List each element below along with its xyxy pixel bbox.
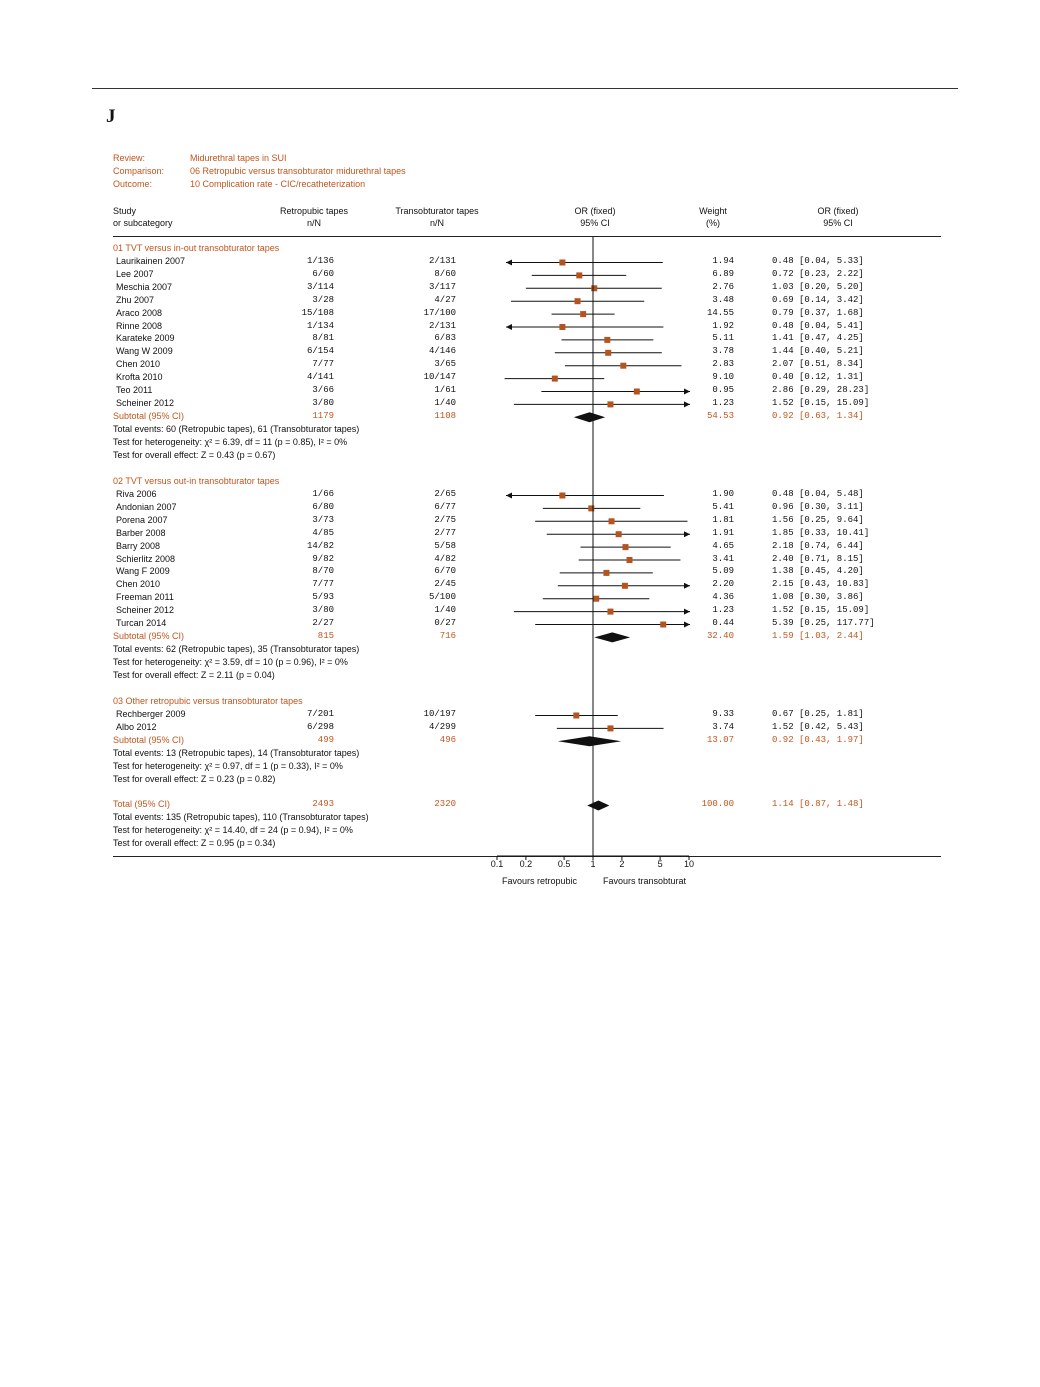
or-ci: 1.14 [0.87, 1.48]	[772, 799, 864, 809]
events-group2: 8/60	[434, 268, 456, 279]
overall-effect-test: Test for overall effect: Z = 0.43 (p = 0.67)	[113, 449, 276, 460]
events-group1: 7/77	[312, 359, 334, 370]
x-tick-label: 10	[683, 859, 695, 869]
weight: 1.91	[712, 527, 734, 538]
weight: 3.78	[712, 346, 734, 357]
or-ci: 1.59 [1.03, 2.44]	[772, 630, 864, 641]
weight: 6.89	[712, 268, 734, 279]
header-weight-line2: (%)	[706, 218, 720, 228]
events-group2: 2/131	[428, 256, 456, 266]
x-tick-label: 0.2	[519, 859, 533, 869]
weight: 4.36	[712, 592, 734, 603]
x-tick-label: 2	[619, 859, 625, 869]
weight: 1.81	[712, 514, 734, 525]
study-name: Subtotal (95% CI)	[113, 734, 185, 745]
point-estimate	[576, 272, 582, 278]
total-events: Total events: 135 (Retropubic tapes), 110 (Transobturator tapes)	[113, 812, 369, 822]
events-group2: 6/83	[434, 333, 456, 344]
events-group2: 2/45	[434, 579, 456, 590]
study-name: Barber 2008	[116, 527, 166, 538]
or-ci: 5.39 [0.25, 117.77]	[772, 618, 875, 628]
header-study-line2: or subcategory	[113, 218, 173, 228]
or-ci: 0.96 [0.30, 3.11]	[772, 501, 864, 512]
meta-outcome-value: 10 Complication rate - CIC/recatheterization	[190, 179, 366, 189]
events-group2: 496	[439, 734, 456, 745]
total-events: Total events: 62 (Retropubic tapes), 35 (Transobturator tapes)	[113, 643, 360, 654]
events-group1: 6/298	[306, 721, 334, 732]
header-or-plot-line1: OR (fixed)	[574, 206, 616, 216]
events-group1: 14/82	[306, 540, 334, 551]
weight: 3.74	[712, 721, 734, 732]
ci-arrow-left	[506, 260, 512, 266]
weight: 100.00	[701, 799, 734, 809]
point-estimate	[604, 337, 610, 343]
events-group1: 6/80	[312, 501, 334, 512]
header-or-plot-line2: 95% CI	[580, 218, 610, 228]
heterogeneity-test: Test for heterogeneity: χ² = 14.40, df = 24 (p = 0.94), I² = 0%	[113, 825, 353, 835]
or-ci: 2.86 [0.29, 28.23]	[772, 385, 870, 395]
weight: 4.65	[712, 540, 734, 551]
events-group1: 1/134	[306, 320, 334, 331]
or-ci: 0.48 [0.04, 5.41]	[772, 320, 864, 331]
point-estimate	[552, 376, 558, 382]
weight: 5.41	[712, 501, 734, 512]
point-estimate	[575, 298, 581, 304]
or-ci: 0.67 [0.25, 1.81]	[772, 709, 864, 719]
weight: 0.95	[712, 385, 734, 395]
ci-arrow-right	[684, 609, 690, 615]
events-group1: 3/114	[306, 281, 334, 292]
overall-effect-test: Test for overall effect: Z = 0.95 (p = 0.34)	[113, 838, 276, 848]
total-events: Total events: 60 (Retropubic tapes), 61 (Transobturator tapes)	[113, 423, 360, 434]
weight: 1.90	[712, 489, 734, 499]
weight: 1.94	[712, 256, 734, 266]
events-group1: 3/66	[312, 385, 334, 395]
events-group1: 3/73	[312, 514, 334, 525]
panel-letter: J	[106, 106, 116, 127]
or-ci: 0.79 [0.37, 1.68]	[772, 307, 864, 318]
study-name: Zhu 2007	[116, 294, 155, 305]
events-group2: 4/299	[428, 721, 456, 732]
events-group1: 6/60	[312, 268, 334, 279]
point-estimate	[607, 401, 613, 407]
heterogeneity-test: Test for heterogeneity: χ² = 0.97, df = 1 (p = 0.33), I² = 0%	[113, 760, 343, 771]
ci-arrow-right	[684, 583, 690, 589]
events-group1: 8/70	[312, 566, 334, 577]
or-ci: 1.56 [0.25, 9.64]	[772, 514, 864, 525]
events-group1: 4/85	[312, 527, 334, 538]
summary-diamond	[574, 412, 605, 422]
group-title: 02 TVT versus out-in transobturator tapes	[113, 476, 280, 486]
or-ci: 1.03 [0.20, 5.20]	[772, 281, 864, 292]
point-estimate	[607, 609, 613, 615]
weight: 3.48	[712, 294, 734, 305]
favours-right: Favours transobturat	[603, 876, 687, 886]
weight: 54.53	[706, 410, 734, 421]
point-estimate	[559, 324, 565, 330]
study-name: Araco 2008	[116, 307, 163, 318]
events-group2: 4/82	[434, 553, 456, 564]
events-group2: 2/131	[428, 320, 456, 331]
point-estimate	[591, 285, 597, 291]
events-group1: 9/82	[312, 553, 334, 564]
events-group1: 2493	[312, 799, 334, 809]
events-group1: 5/93	[312, 592, 334, 603]
events-group1: 1/136	[306, 256, 334, 266]
ci-arrow-right	[684, 389, 690, 395]
or-ci: 0.92 [0.63, 1.34]	[772, 410, 864, 421]
ci-arrow-right	[684, 622, 690, 628]
study-name: Teo 2011	[116, 385, 153, 395]
point-estimate	[605, 350, 611, 356]
events-group2: 17/100	[423, 307, 456, 318]
meta-review-label: Review:	[113, 153, 146, 163]
point-estimate	[607, 725, 613, 731]
or-ci: 0.72 [0.23, 2.22]	[772, 268, 864, 279]
header-or-ci-line1: OR (fixed)	[817, 206, 859, 216]
weight: 9.10	[712, 372, 734, 383]
study-name: Scheiner 2012	[116, 605, 175, 616]
study-name: Wang F 2009	[116, 566, 170, 577]
or-ci: 1.52 [0.15, 15.09]	[772, 397, 870, 408]
events-group2: 2/65	[434, 489, 456, 499]
or-ci: 2.15 [0.43, 10.83]	[772, 579, 870, 590]
summary-diamond	[594, 632, 630, 642]
or-ci: 2.18 [0.74, 6.44]	[772, 540, 864, 551]
events-group1: 15/108	[301, 307, 334, 318]
heterogeneity-test: Test for heterogeneity: χ² = 3.59, df = 10 (p = 0.96), I² = 0%	[113, 656, 348, 667]
group-title: 03 Other retropubic versus transobturator tapes	[113, 696, 303, 706]
x-tick-label: 1	[590, 859, 596, 869]
study-name: Krofta 2010	[116, 372, 163, 383]
study-name: Freeman 2011	[116, 592, 174, 603]
events-group1: 1179	[312, 410, 334, 421]
or-ci: 0.92 [0.43, 1.97]	[772, 734, 864, 745]
events-group2: 5/58	[434, 540, 456, 551]
weight: 5.09	[712, 566, 734, 577]
events-group2: 1108	[434, 410, 456, 421]
header-group2-line1: Transobturator tapes	[395, 206, 479, 216]
weight: 1.23	[712, 397, 734, 408]
or-ci: 1.38 [0.45, 4.20]	[772, 566, 864, 577]
or-ci: 0.40 [0.12, 1.31]	[772, 372, 864, 383]
or-ci: 0.69 [0.14, 3.42]	[772, 294, 864, 305]
meta-review-value: Midurethral tapes in SUI	[190, 153, 287, 163]
weight: 2.76	[712, 281, 734, 292]
study-name: Subtotal (95% CI)	[113, 630, 185, 641]
events-group1: 2/27	[312, 618, 334, 628]
or-ci: 1.08 [0.30, 3.86]	[772, 592, 864, 603]
point-estimate	[616, 531, 622, 537]
ci-arrow-right	[684, 401, 690, 407]
study-name: Total (95% CI)	[113, 799, 171, 809]
point-estimate	[559, 260, 565, 266]
header-study-line1: Study	[113, 206, 137, 216]
weight: 32.40	[706, 630, 734, 641]
point-estimate	[620, 363, 626, 369]
events-group2: 716	[439, 630, 456, 641]
or-ci: 1.52 [0.15, 15.09]	[772, 605, 870, 616]
events-group1: 815	[317, 630, 334, 641]
ci-arrow-left	[506, 324, 512, 330]
point-estimate	[573, 713, 579, 719]
study-name: Andonian 2007	[116, 501, 177, 512]
events-group2: 1/40	[434, 397, 456, 408]
events-group1: 7/77	[312, 579, 334, 590]
header-or-ci-line2: 95% CI	[823, 218, 853, 228]
study-name: Schierlitz 2008	[116, 553, 176, 564]
study-name: Albo 2012	[116, 721, 157, 732]
events-group2: 4/146	[428, 346, 456, 357]
ci-arrow-right	[684, 531, 690, 537]
group-title: 01 TVT versus in-out transobturator tapes	[113, 243, 280, 253]
study-name: Chen 2010	[116, 359, 161, 370]
weight: 1.23	[712, 605, 734, 616]
weight: 13.07	[706, 734, 734, 745]
study-name: Rechberger 2009	[116, 709, 186, 719]
events-group2: 6/70	[434, 566, 456, 577]
meta-comparison-label: Comparison:	[113, 166, 165, 176]
events-group1: 3/28	[312, 294, 334, 305]
events-group2: 0/27	[434, 618, 456, 628]
point-estimate	[627, 557, 633, 563]
point-estimate	[660, 622, 666, 628]
study-name: Laurikainen 2007	[116, 256, 186, 266]
events-group1: 3/80	[312, 605, 334, 616]
events-group2: 2/77	[434, 527, 456, 538]
or-ci: 1.41 [0.47, 4.25]	[772, 333, 864, 344]
x-tick-label: 5	[657, 859, 663, 869]
study-name: Lee 2007	[116, 268, 154, 279]
events-group1: 1/66	[312, 489, 334, 499]
point-estimate	[634, 389, 640, 395]
study-name: Riva 2006	[116, 489, 157, 499]
or-ci: 2.40 [0.71, 8.15]	[772, 553, 864, 564]
events-group2: 3/117	[428, 281, 456, 292]
weight: 1.92	[712, 320, 734, 331]
study-name: Karateke 2009	[116, 333, 175, 344]
study-name: Barry 2008	[116, 540, 161, 551]
point-estimate	[603, 570, 609, 576]
or-ci: 0.48 [0.04, 5.48]	[772, 489, 864, 499]
ci-arrow-left	[506, 493, 512, 499]
study-name: Scheiner 2012	[116, 397, 175, 408]
study-name: Meschia 2007	[116, 281, 173, 292]
study-name: Rinne 2008	[116, 320, 163, 331]
point-estimate	[580, 311, 586, 317]
or-ci: 2.07 [0.51, 8.34]	[772, 359, 864, 370]
heterogeneity-test: Test for heterogeneity: χ² = 6.39, df = 11 (p = 0.85), I² = 0%	[113, 436, 348, 447]
events-group2: 1/40	[434, 605, 456, 616]
events-group1: 3/80	[312, 397, 334, 408]
meta-comparison-value: 06 Retropubic versus transobturator midurethral tapes	[190, 166, 406, 176]
weight: 14.55	[706, 307, 734, 318]
point-estimate	[622, 583, 628, 589]
study-name: Subtotal (95% CI)	[113, 410, 185, 421]
events-group1: 4/141	[306, 372, 334, 383]
point-estimate	[559, 493, 565, 499]
events-group1: 6/154	[306, 346, 334, 357]
events-group2: 10/197	[423, 709, 456, 719]
header-group2-line2: n/N	[429, 218, 444, 228]
study-name: Turcan 2014	[116, 618, 167, 628]
or-ci: 1.52 [0.42, 5.43]	[772, 721, 864, 732]
overall-effect-test: Test for overall effect: Z = 2.11 (p = 0.04)	[113, 669, 275, 680]
events-group2: 1/61	[434, 385, 456, 395]
x-tick-label: 0.5	[557, 859, 571, 869]
events-group1: 7/201	[306, 709, 334, 719]
weight: 2.83	[712, 359, 734, 370]
weight: 2.20	[712, 579, 734, 590]
total-events: Total events: 13 (Retropubic tapes), 14 (Transobturator tapes)	[113, 747, 360, 758]
study-name: Chen 2010	[116, 579, 161, 590]
meta-outcome-label: Outcome:	[113, 179, 153, 189]
events-group2: 5/100	[428, 592, 456, 603]
events-group2: 2/75	[434, 514, 456, 525]
or-ci: 0.48 [0.04, 5.33]	[772, 256, 864, 266]
overall-effect-test: Test for overall effect: Z = 0.23 (p = 0.82)	[113, 773, 276, 784]
events-group2: 10/147	[423, 372, 456, 383]
study-name: Porena 2007	[116, 514, 168, 525]
events-group1: 8/81	[312, 333, 334, 344]
summary-diamond	[587, 801, 609, 811]
point-estimate	[609, 518, 615, 524]
study-name: Wang W 2009	[116, 346, 173, 357]
events-group2: 6/77	[434, 501, 456, 512]
point-estimate	[622, 544, 628, 550]
events-group2: 2320	[434, 799, 456, 809]
weight: 3.41	[712, 553, 734, 564]
summary-diamond	[558, 736, 621, 746]
point-estimate	[593, 596, 599, 602]
favours-left: Favours retropubic	[502, 876, 578, 886]
events-group2: 4/27	[434, 294, 456, 305]
header-weight-line1: Weight	[699, 206, 727, 216]
weight: 9.33	[712, 709, 734, 719]
weight: 0.44	[712, 618, 734, 628]
x-tick-label: 0.1	[490, 859, 504, 869]
events-group2: 3/65	[434, 359, 456, 370]
or-ci: 1.85 [0.33, 10.41]	[772, 527, 870, 538]
events-group1: 499	[317, 734, 334, 745]
header-group1-line1: Retropubic tapes	[279, 206, 349, 216]
or-ci: 1.44 [0.40, 5.21]	[772, 346, 864, 357]
header-group1-line2: n/N	[306, 218, 321, 228]
weight: 5.11	[712, 333, 734, 344]
